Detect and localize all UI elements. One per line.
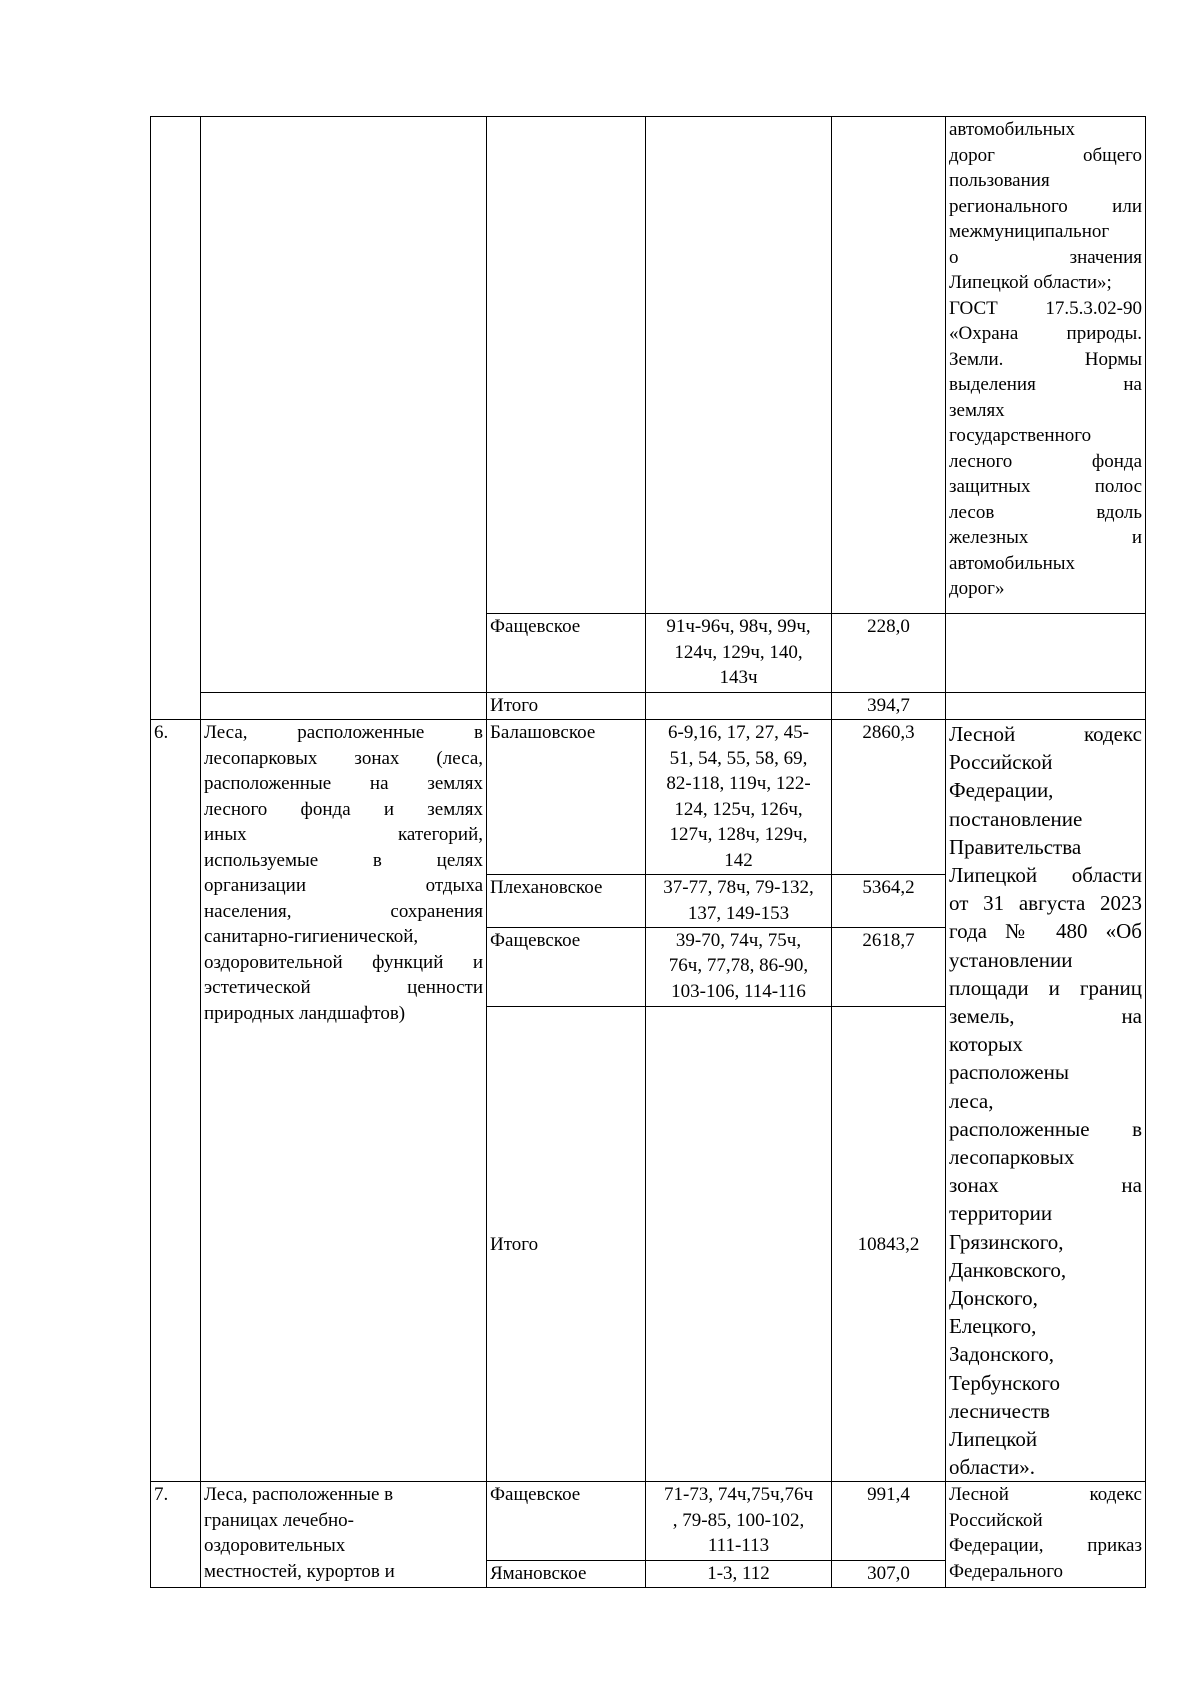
basis-line: Липецкой области bbox=[949, 863, 1142, 888]
quarters-cell bbox=[646, 875, 832, 927]
basis-line: Земли. Нормы bbox=[949, 348, 1142, 370]
basis-line: установлении bbox=[949, 947, 1073, 972]
basis-line: дорог» bbox=[949, 578, 1005, 599]
basis-line: Донского, bbox=[949, 1286, 1038, 1311]
quarters-line: 124ч, 129ч, 140, bbox=[674, 641, 803, 663]
category-cell bbox=[201, 693, 487, 720]
area-cell: 2618,7 bbox=[832, 927, 946, 1007]
basis-line: Российской bbox=[949, 1509, 1043, 1531]
total-label: Итого bbox=[487, 1007, 646, 1482]
basis-line: расположенные в bbox=[949, 1116, 1142, 1141]
category-cell bbox=[201, 1482, 487, 1588]
basis-line: лесного фонда bbox=[949, 450, 1142, 472]
forestry-cell: Плехановское bbox=[487, 875, 646, 927]
quarters-cell bbox=[646, 927, 832, 1007]
basis-line: Российской bbox=[949, 750, 1053, 775]
forestry-cell: Ямановское bbox=[487, 1561, 646, 1588]
basis-line: регионального или bbox=[949, 195, 1142, 217]
area-cell: 228,0 bbox=[832, 614, 946, 693]
table-row bbox=[151, 1482, 1146, 1561]
category-line: оздоровительных bbox=[204, 1535, 346, 1557]
basis-line: Федерации, приказ bbox=[949, 1535, 1142, 1557]
category-line: организации отдыха bbox=[204, 875, 483, 896]
area-cell: 2860,3 bbox=[832, 720, 946, 875]
quarters-line: 127ч, 128ч, 129ч, bbox=[669, 824, 808, 845]
basis-line: лесничеств bbox=[949, 1398, 1050, 1423]
basis-line: межмуниципальног bbox=[949, 221, 1110, 242]
quarters-line: 71-73, 74ч,75ч,76ч bbox=[664, 1484, 813, 1506]
basis-line: Тербунского bbox=[949, 1370, 1061, 1395]
basis-line: Федерации, bbox=[949, 778, 1054, 803]
quarters-line: 76ч, 77,78, 86-90, bbox=[668, 955, 809, 977]
quarters-line: 143ч bbox=[719, 667, 758, 688]
basis-line: Липецкой bbox=[949, 1427, 1038, 1452]
category-cell bbox=[201, 720, 487, 1482]
basis-line: Лесной кодекс bbox=[949, 1484, 1142, 1506]
basis-line: Задонского, bbox=[949, 1342, 1055, 1367]
category-line: местностей, курортов и bbox=[204, 1560, 395, 1582]
table-row bbox=[151, 720, 1146, 875]
quarters-line: 124, 125ч, 126ч, bbox=[674, 798, 803, 820]
quarters-line: 82-118, 119ч, 122- bbox=[666, 773, 811, 794]
basis-line: защитных полос bbox=[949, 476, 1142, 497]
category-line: лесопарковых зонах (леса, bbox=[204, 747, 483, 769]
forestry-cell: Фащевское bbox=[487, 1482, 646, 1561]
category-line: природных ландшафтов) bbox=[204, 1002, 406, 1024]
number-cell bbox=[151, 117, 201, 720]
quarters-cell bbox=[646, 1561, 832, 1588]
area-cell: 5364,2 bbox=[832, 875, 946, 927]
category-line: населения, сохранения bbox=[204, 900, 483, 922]
basis-line: года № 480 «Об bbox=[949, 919, 1142, 944]
basis-line: зонах на bbox=[949, 1173, 1142, 1198]
basis-cell bbox=[946, 720, 1146, 1482]
basis-line: железных и bbox=[949, 527, 1142, 548]
forestry-cell bbox=[487, 117, 646, 614]
basis-cell bbox=[946, 614, 1146, 693]
area-cell: 991,4 bbox=[832, 1482, 946, 1561]
basis-line: Лесной кодекс bbox=[949, 722, 1142, 746]
quarters-line: 39-70, 74ч, 75ч, bbox=[675, 929, 802, 951]
basis-line: территории bbox=[949, 1201, 1053, 1226]
quarters-cell bbox=[646, 614, 832, 693]
forest-table bbox=[150, 116, 1146, 1588]
quarters-line: 142 bbox=[724, 849, 753, 871]
category-line: расположенные на землях bbox=[204, 773, 483, 794]
quarters-line: 37-77, 78ч, 79-132, bbox=[663, 877, 814, 899]
basis-cell bbox=[946, 693, 1146, 720]
category-line: эстетической ценности bbox=[204, 977, 483, 998]
category-line: лесного фонда и землях bbox=[204, 798, 483, 820]
basis-line: автомобильных bbox=[949, 552, 1076, 574]
quarters-line: 1-3, 112 bbox=[707, 1563, 770, 1585]
forestry-cell: Балашовское bbox=[487, 720, 646, 875]
basis-line: пользования bbox=[949, 170, 1050, 191]
section-number: 7. bbox=[151, 1482, 201, 1588]
basis-line: «Охрана природы. bbox=[949, 323, 1142, 344]
basis-line: расположены bbox=[949, 1060, 1069, 1085]
category-line: Леса, расположенные в bbox=[204, 722, 483, 743]
table-row bbox=[151, 117, 1146, 614]
category-line: иных категорий, bbox=[204, 824, 483, 845]
basis-line: земель, на bbox=[949, 1004, 1142, 1029]
quarters-cell bbox=[646, 117, 832, 614]
basis-line: которых bbox=[949, 1032, 1023, 1057]
quarters-line: 91ч-96ч, 98ч, 99ч, bbox=[666, 616, 811, 637]
total-label: Итого bbox=[487, 693, 646, 720]
basis-line: дорог общего bbox=[949, 144, 1142, 166]
quarters-line: , 79-85, 100-102, bbox=[672, 1509, 805, 1531]
area-cell bbox=[832, 117, 946, 614]
basis-line: Грязинского, bbox=[949, 1229, 1064, 1254]
quarters-cell bbox=[646, 693, 832, 720]
quarters-line: 103-106, 114-116 bbox=[671, 980, 806, 1002]
category-cell bbox=[201, 117, 487, 693]
category-line: оздоровительной функций и bbox=[204, 951, 483, 973]
quarters-line: 111-113 bbox=[707, 1535, 770, 1557]
basis-line: от 31 августа 2023 bbox=[949, 891, 1142, 916]
basis-line: выделения на bbox=[949, 374, 1142, 395]
basis-cell bbox=[946, 1482, 1146, 1588]
basis-line: Липецкой области»; bbox=[949, 272, 1112, 293]
basis-line: области». bbox=[949, 1455, 1035, 1480]
category-line: используемые в целях bbox=[204, 849, 483, 871]
quarters-cell bbox=[646, 1007, 832, 1482]
basis-line: Данковского, bbox=[949, 1257, 1067, 1282]
total-area: 394,7 bbox=[832, 693, 946, 720]
basis-line: землях bbox=[949, 399, 1005, 421]
forestry-cell: Фащевское bbox=[487, 614, 646, 693]
basis-line: лесов вдоль bbox=[949, 501, 1142, 523]
category-line: Леса, расположенные в bbox=[204, 1484, 394, 1506]
quarters-line: 137, 149-153 bbox=[687, 902, 790, 924]
quarters-line: 51, 54, 55, 58, 69, bbox=[669, 747, 808, 769]
basis-line: Правительства bbox=[949, 834, 1082, 859]
quarters-line: 6-9,16, 17, 27, 45- bbox=[668, 722, 809, 743]
basis-line: автомобильных bbox=[949, 119, 1076, 140]
basis-line: леса, bbox=[949, 1088, 994, 1113]
forestry-cell: Фащевское bbox=[487, 927, 646, 1007]
basis-cell bbox=[946, 117, 1146, 614]
quarters-cell bbox=[646, 1482, 832, 1561]
basis-line: о значения bbox=[949, 246, 1142, 268]
basis-line: постановление bbox=[949, 806, 1083, 831]
total-row bbox=[151, 693, 1146, 720]
category-line: границах лечебно- bbox=[204, 1509, 355, 1531]
basis-line: лесопарковых bbox=[949, 1145, 1075, 1170]
quarters-cell bbox=[646, 720, 832, 875]
section-number: 6. bbox=[151, 720, 201, 1482]
category-line: санитарно-гигиенической, bbox=[204, 926, 419, 947]
basis-line: Федерального bbox=[949, 1560, 1064, 1582]
basis-line: ГОСТ 17.5.3.02-90 bbox=[949, 297, 1142, 319]
basis-line: площади и границ bbox=[949, 975, 1142, 1000]
basis-line: Елецкого, bbox=[949, 1314, 1037, 1339]
basis-line: государственного bbox=[949, 425, 1092, 446]
total-area: 10843,2 bbox=[832, 1007, 946, 1482]
area-cell: 307,0 bbox=[832, 1561, 946, 1588]
